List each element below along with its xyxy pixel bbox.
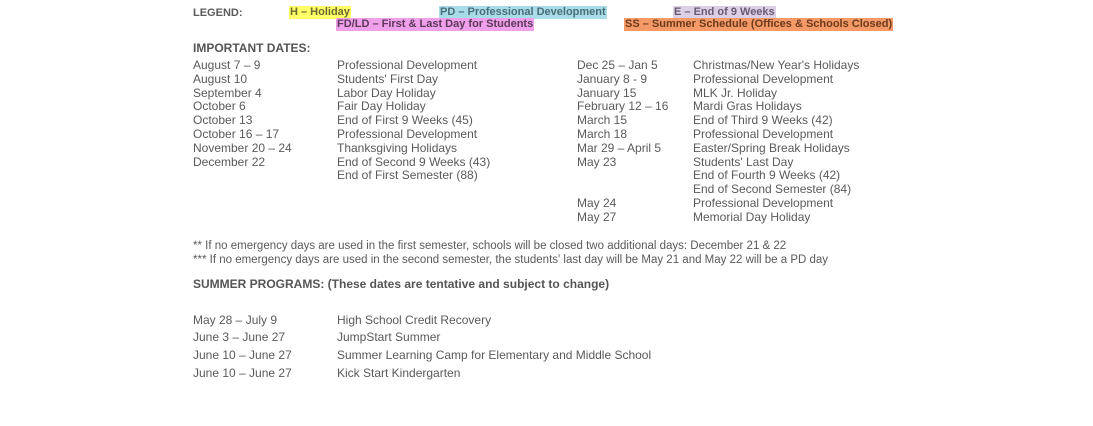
left-date: September 4 bbox=[193, 85, 262, 100]
right-event: Professional Development bbox=[693, 71, 834, 86]
legend-summer-schedule: SS – Summer Schedule (Offices & Schools Closed) bbox=[625, 18, 893, 30]
left-date: November 20 – 24 bbox=[193, 140, 292, 155]
right-event: End of Third 9 Weeks (42) bbox=[693, 113, 833, 128]
summer-date: May 28 – July 9 bbox=[193, 313, 278, 327]
right-event: End of Second Semester (84) bbox=[693, 182, 852, 197]
right-events-column bbox=[693, 59, 859, 225]
right-event: Christmas/New Year's Holidays bbox=[693, 58, 860, 72]
right-date: May 24 bbox=[577, 195, 617, 210]
left-date: August 7 – 9 bbox=[193, 58, 261, 72]
left-date: December 22 bbox=[193, 154, 266, 169]
left-event: End of First 9 Weeks (45) bbox=[337, 113, 473, 128]
left-date: October 6 bbox=[193, 99, 246, 114]
right-date bbox=[577, 169, 668, 183]
right-date bbox=[577, 183, 668, 197]
summer-program: High School Credit Recovery bbox=[337, 313, 492, 327]
left-event: Students' First Day bbox=[337, 71, 438, 86]
left-event: End of First Semester (88) bbox=[337, 168, 478, 183]
right-date: Dec 25 – Jan 5 bbox=[577, 58, 658, 72]
summer-date: June 3 – June 27 bbox=[193, 330, 286, 344]
left-event: Professional Development bbox=[337, 126, 478, 141]
right-event: Students' Last Day bbox=[693, 154, 794, 169]
note-first-semester: ** If no emergency days are used in the first semester, schools will be closed two additional days: December 21 & 22 bbox=[193, 240, 787, 252]
right-dates-column bbox=[577, 59, 668, 225]
summer-program: JumpStart Summer bbox=[337, 330, 441, 344]
legend-holiday: H – Holiday bbox=[290, 6, 350, 18]
legend-end-of-9-weeks: E – End of 9 Weeks bbox=[674, 6, 775, 18]
note-second-semester: *** If no emergency days are used in the second semester, the students' last day will be May 21 and May 22 will be a PD day bbox=[193, 254, 829, 266]
right-date: May 27 bbox=[577, 209, 617, 224]
right-event: Mardi Gras Holidays bbox=[693, 99, 802, 114]
summer-date: June 10 – June 27 bbox=[193, 366, 292, 380]
right-date: March 15 bbox=[577, 113, 628, 128]
right-event: Professional Development bbox=[693, 195, 834, 210]
summer-program: Summer Learning Camp for Elementary and Middle School bbox=[337, 348, 652, 362]
left-date: August 10 bbox=[193, 71, 248, 86]
left-dates-column bbox=[193, 59, 292, 183]
summer-date: June 10 – June 27 bbox=[193, 348, 292, 362]
right-date: January 8 - 9 bbox=[577, 71, 648, 86]
legend-first-last-day: FD/LD – First & Last Day for Students bbox=[337, 18, 534, 30]
left-date bbox=[193, 169, 292, 183]
summer-program: Kick Start Kindergarten bbox=[337, 366, 461, 380]
right-event: Professional Development bbox=[693, 126, 834, 141]
right-event: Memorial Day Holiday bbox=[693, 209, 811, 224]
legend-professional-development: PD – Professional Development bbox=[440, 6, 606, 18]
right-date: January 15 bbox=[577, 85, 637, 100]
legend-label: LEGEND: bbox=[193, 7, 243, 19]
right-event: End of Fourth 9 Weeks (42) bbox=[693, 168, 841, 183]
left-event: Fair Day Holiday bbox=[337, 99, 426, 114]
right-date: Mar 29 – April 5 bbox=[577, 140, 662, 155]
important-dates-heading: IMPORTANT DATES: bbox=[193, 41, 311, 55]
left-date: October 13 bbox=[193, 113, 253, 128]
left-event: End of Second 9 Weeks (43) bbox=[337, 154, 491, 169]
left-events-column bbox=[337, 59, 490, 183]
right-date: February 12 – 16 bbox=[577, 99, 669, 114]
right-date: March 18 bbox=[577, 126, 628, 141]
left-event: Professional Development bbox=[337, 58, 478, 72]
right-event: MLK Jr. Holiday bbox=[693, 85, 778, 100]
left-event: Labor Day Holiday bbox=[337, 85, 436, 100]
summer-programs-heading: SUMMER PROGRAMS: (These dates are tentative and subject to change) bbox=[193, 277, 610, 291]
right-event: Easter/Spring Break Holidays bbox=[693, 140, 850, 155]
left-event: Thanksgiving Holidays bbox=[337, 140, 458, 155]
right-date: May 23 bbox=[577, 154, 617, 169]
left-date: October 16 – 17 bbox=[193, 126, 280, 141]
